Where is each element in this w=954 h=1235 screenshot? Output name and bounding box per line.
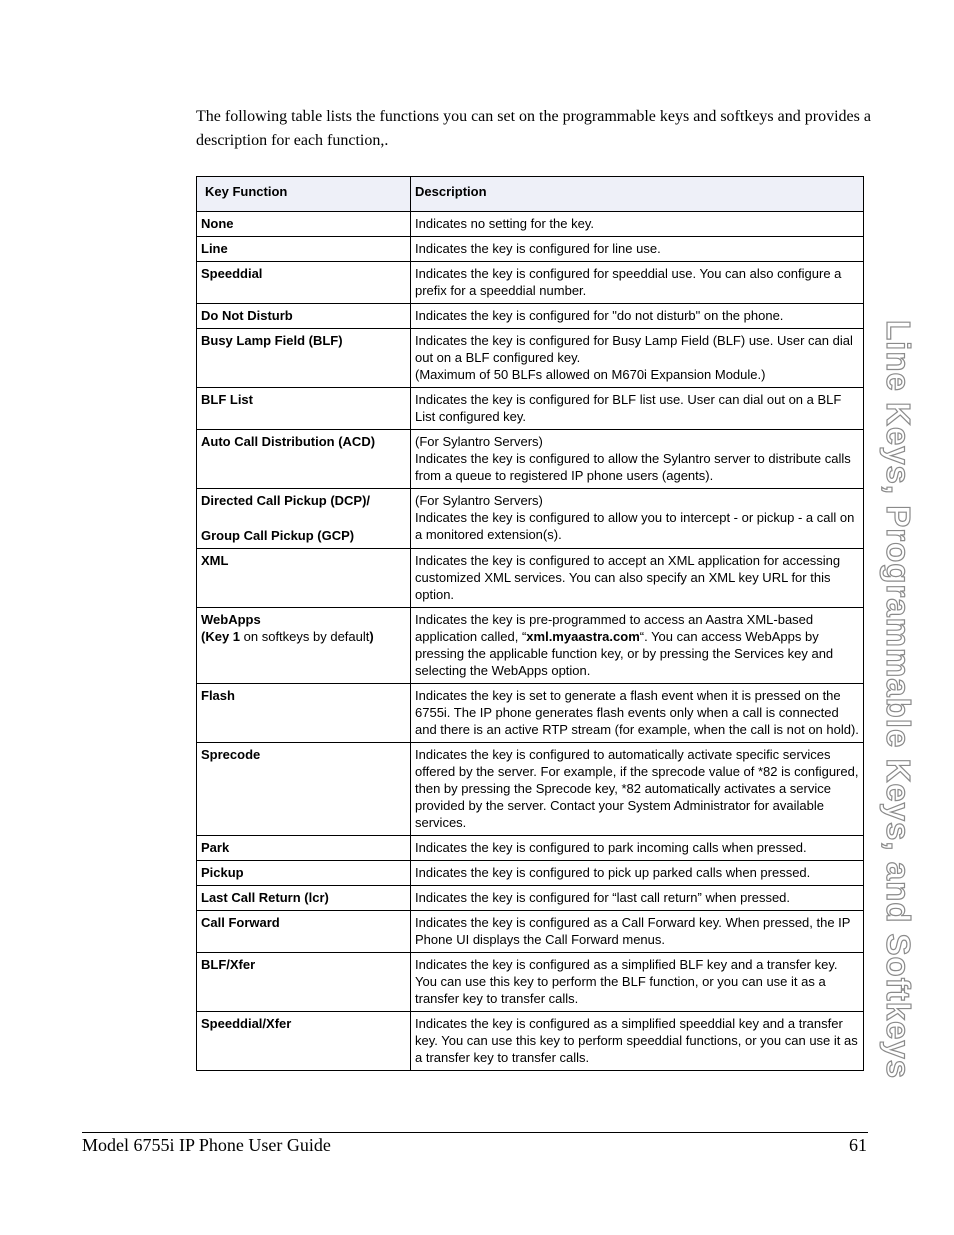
description-note: (Maximum of 50 BLFs allowed on M670i Expansion Module.)	[415, 367, 766, 382]
key-function-cell: Last Call Return (lcr)	[197, 886, 411, 911]
description-cell: Indicates the key is configured to park incoming calls when pressed.	[411, 836, 864, 861]
description-text: Indicates the key is pre-programmed to access an Aastra XML-based application called, “	[415, 612, 814, 644]
description-cell: Indicates the key is configured as a Call Forward key. When pressed, the IP Phone UI displays the Call Forward menus.	[411, 911, 864, 953]
key-function-cell: BLF/Xfer	[197, 953, 411, 1012]
description-line: Indicates the key is configured for Busy Lamp Field (BLF) use. User can dial out on a BLF configured key.	[415, 333, 853, 365]
key-sub-open: (Key 1	[201, 629, 241, 644]
description-text: “. You can access WebApps by pressing the applicable function key, or by pressing the Services key and selecting the WebApps option.	[415, 629, 834, 678]
description-line: (For Sylantro Servers)	[415, 434, 543, 449]
description-line: Indicates the key is configured to allow the Sylantro server to distribute calls from a queue to registered IP phone users (agents).	[415, 451, 851, 483]
key-function-cell: Speeddial/Xfer	[197, 1012, 411, 1071]
column-header-description: Description	[411, 177, 864, 212]
description-cell: Indicates the key is configured to accept an XML application for accessing customized XML services. You can also specify an XML key URL for this option.	[411, 549, 864, 608]
footer-divider	[82, 1132, 868, 1133]
key-function-line: Group Call Pickup (GCP)	[201, 528, 355, 543]
description-url: xml.myaastra.com	[526, 629, 640, 644]
key-function-line: Directed Call Pickup (DCP)/	[201, 493, 371, 508]
description-cell: Indicates the key is configured as a simplified speeddial key and a transfer key. You can use this key to perform speeddial functions, or you can use it as a transfer key to transfer calls.	[411, 1012, 864, 1071]
table-row	[197, 388, 864, 430]
description-cell: Indicates the key is configured to pick up parked calls when pressed.	[411, 861, 864, 886]
key-function-cell: BLF List	[197, 388, 411, 430]
description-cell: Indicates the key is configured for line use.	[411, 237, 864, 262]
table-row	[197, 743, 864, 836]
description-line: (For Sylantro Servers)	[415, 493, 543, 508]
table-row	[197, 489, 864, 549]
key-function-cell: Line	[197, 237, 411, 262]
table-row	[197, 953, 864, 1012]
key-function-cell	[197, 608, 411, 684]
description-cell	[411, 430, 864, 489]
key-function-cell: Park	[197, 836, 411, 861]
key-sub-close: )	[369, 629, 374, 644]
description-cell: Indicates the key is configured for BLF list use. User can dial out on a BLF List configured key.	[411, 388, 864, 430]
table-row	[197, 262, 864, 304]
description-cell	[411, 489, 864, 549]
key-function-cell: Speeddial	[197, 262, 411, 304]
key-function-cell: Sprecode	[197, 743, 411, 836]
description-cell: Indicates the key is configured as a simplified BLF key and a transfer key. You can use this key to perform the BLF function, or you can use it as a transfer key to transfer calls.	[411, 953, 864, 1012]
key-function-table	[196, 176, 864, 1071]
table-row	[197, 911, 864, 953]
key-function-cell: Busy Lamp Field (BLF)	[197, 329, 411, 388]
key-function-cell: XML	[197, 549, 411, 608]
key-function-cell: None	[197, 212, 411, 237]
description-cell: Indicates the key is configured for speeddial use. You can also configure a prefix for a speeddial number.	[411, 262, 864, 304]
table-row	[197, 608, 864, 684]
chapter-side-title: Line Keys, Programmable Keys, and Softkeys	[880, 320, 917, 1080]
table-row	[197, 237, 864, 262]
description-cell: Indicates the key is set to generate a flash event when it is pressed on the 6755i. The IP phone generates flash events only when a call is connected and there is an active RTP stream (for example, when the call is not on hold).	[411, 684, 864, 743]
footer-guide-title: Model 6755i IP Phone User Guide	[82, 1135, 331, 1155]
key-function-cell: Do Not Disturb	[197, 304, 411, 329]
table-row	[197, 430, 864, 489]
table-row	[197, 304, 864, 329]
key-sub-text: on softkeys by default	[240, 629, 370, 644]
key-function-cell: Auto Call Distribution (ACD)	[197, 430, 411, 489]
table-row	[197, 861, 864, 886]
table-row	[197, 329, 864, 388]
line-gap	[201, 509, 406, 527]
key-function-line: WebApps	[201, 612, 261, 627]
key-function-subline	[201, 628, 406, 645]
table-row	[197, 886, 864, 911]
table-row	[197, 836, 864, 861]
table-row	[197, 212, 864, 237]
table-row	[197, 684, 864, 743]
description-cell	[411, 329, 864, 388]
description-cell: Indicates no setting for the key.	[411, 212, 864, 237]
table-row	[197, 549, 864, 608]
key-function-cell	[197, 489, 411, 549]
description-cell: Indicates the key is configured for "do not disturb" on the phone.	[411, 304, 864, 329]
description-cell	[411, 608, 864, 684]
description-cell: Indicates the key is configured for “last call return” when pressed.	[411, 886, 864, 911]
description-line: Indicates the key is configured to allow you to intercept - or pickup - a call on a monitored extension(s).	[415, 510, 855, 542]
table-row	[197, 1012, 864, 1071]
intro-paragraph: The following table lists the functions you can set on the programmable keys and softkeys and provides a description for each function,.	[196, 108, 871, 149]
key-function-cell: Pickup	[197, 861, 411, 886]
key-function-cell: Flash	[197, 684, 411, 743]
column-header-key-function: Key Function	[197, 177, 411, 212]
description-cell: Indicates the key is configured to automatically activate specific services offered by the server. For example, if the sprecode value of *82 is configured, then by pressing the Sprecode key, *82 automatically activates a service provided by the server. Contact your System Administrator for available services.	[411, 743, 864, 836]
page-number: 61	[849, 1135, 867, 1155]
table-header-row	[197, 177, 864, 212]
key-function-cell: Call Forward	[197, 911, 411, 953]
